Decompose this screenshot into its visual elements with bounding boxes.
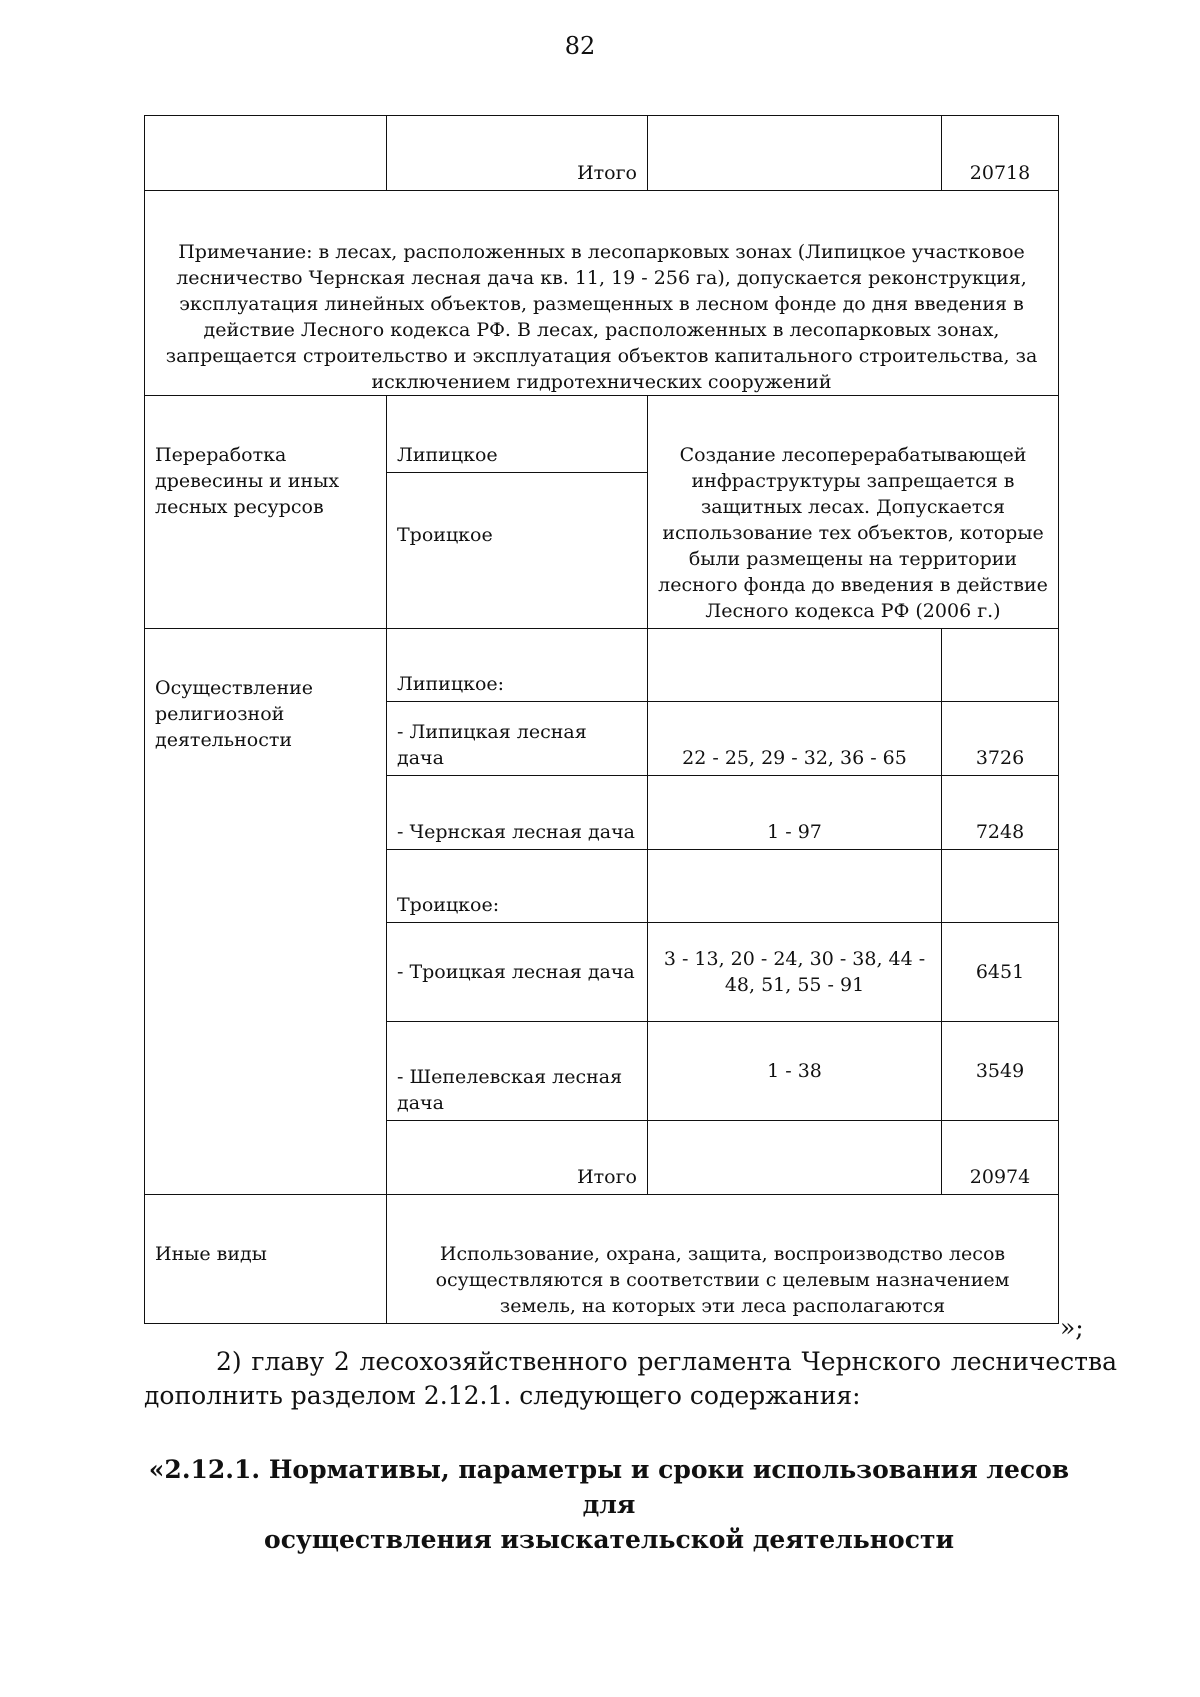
processing-row [145,396,1059,473]
other-row [145,1195,1059,1324]
forest-area: 3549 [942,1022,1059,1121]
processing-kind: Переработка древесины и иных лесных ресурсов [145,396,387,629]
religious-group-2: Троицкое: [387,850,648,923]
religious-group-1-row [145,629,1059,702]
forest-area: 7248 [942,776,1059,850]
total-label: Итого [387,1121,648,1195]
processing-forestry-2: Троицкое [387,473,648,629]
cell-empty [145,116,387,191]
closing-quote: »; [1060,1313,1084,1342]
note-row [145,191,1059,396]
total-row-1 [145,116,1059,191]
forest-dacha-name: - Шепелевская лесная дача [387,1022,648,1121]
processing-forestry-1: Липицкое [387,396,648,473]
forest-area: 6451 [942,923,1059,1022]
forest-quarters: 1 - 38 [648,1022,942,1121]
section-heading [144,1452,1074,1557]
heading-line-2: осуществления изыскательской деятельности [264,1525,954,1554]
cell-empty [942,629,1059,702]
note-text: Примечание: в лесах, расположенных в лесопарковых зонах (Липицкое участковое лесничество Чернская лесная дача кв. 11, 19 - 256 га), допускается реконструкция, эксплуатация линейных объектов, размещенных в лесном фонде до дня введения в действие Лесного кодекса РФ. В лесах, расположенных в лесопарковых зонах, запрещается строительство и эксплуатация объектов капитального строительства, за исключением гидротехнических сооружений [145,191,1059,396]
paragraph-line-1: 2) главу 2 лесохозяйственного регламента Чернского лесничества [216,1347,1117,1376]
forest-quarters: 3 - 13, 20 - 24, 30 - 38, 44 - 48, 51, 55 - 91 [648,923,942,1022]
forest-quarters: 22 - 25, 29 - 32, 36 - 65 [648,702,942,776]
processing-text: Создание лесоперерабатывающей инфраструктуры запрещается в защитных лесах. Допускается использование тех объектов, которые были размещены на территории лесного фонда до введения в действие Лесного кодекса РФ (2006 г.) [648,396,1059,629]
cell-empty [648,850,942,923]
cell-empty [648,629,942,702]
paragraph-line-2: дополнить разделом 2.12.1. следующего содержания: [144,1381,861,1410]
other-kind: Иные виды [145,1195,387,1324]
forest-area: 3726 [942,702,1059,776]
cell-empty [648,116,942,191]
other-text: Использование, охрана, защита, воспроизводство лесов осуществляются в соответствии с целевым назначением земель, на которых эти леса располагаются [387,1195,1059,1324]
religious-kind: Осуществление религиозной деятельности [145,629,387,1195]
heading-line-1: «2.12.1. Нормативы, параметры и сроки использования лесов для [148,1455,1070,1519]
total-value: 20974 [942,1121,1059,1195]
forest-quarters: 1 - 97 [648,776,942,850]
forest-dacha-name: - Чернская лесная дача [387,776,648,850]
religious-group-1: Липицкое: [387,629,648,702]
amendment-paragraph [144,1345,1117,1413]
total-label: Итого [387,116,648,191]
page-number: 82 [564,32,596,60]
total-value: 20718 [942,116,1059,191]
forest-dacha-name: - Липицкая лесная дача [387,702,648,776]
cell-empty [942,850,1059,923]
cell-empty [648,1121,942,1195]
forest-dacha-name: - Троицкая лесная дача [387,923,648,1022]
regulation-table [144,115,1059,1324]
